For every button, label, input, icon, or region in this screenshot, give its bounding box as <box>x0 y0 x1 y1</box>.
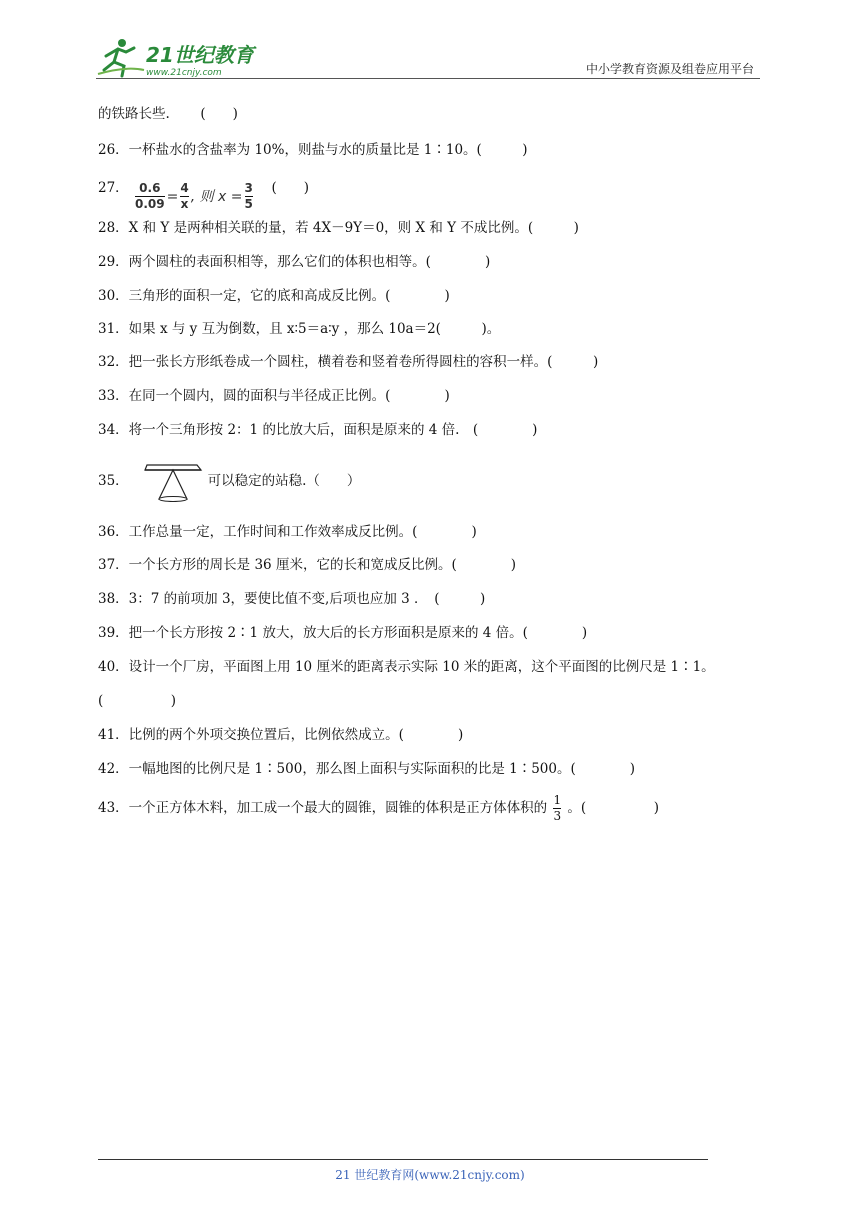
question-39: 39．把一个长方形按 2∶1 放大，放大后的长方形面积是原来的 4 倍。( ) <box>98 625 588 641</box>
svg-text:21世纪教育: 21世纪教育 <box>146 43 254 67</box>
footer-link[interactable]: 21 世纪教育网(www.21cnjy.com) <box>335 1168 525 1182</box>
question-32: 32．把一张长方形纸卷成一个圆柱，横着卷和竖着卷所得圆柱的容积一样。( ) <box>98 354 599 370</box>
tabletop-cone-figure-icon <box>143 461 203 503</box>
question-40-paren: ( ) <box>98 693 177 709</box>
logo <box>96 36 266 80</box>
question-27: 27． $\frac{0.6}{0.09}$ = $\frac{4}{x}$ , 则 x = $\frac{3}{5}$ ( ) <box>98 180 310 211</box>
question-42: 42．一幅地图的比例尺是 1∶500，那么图上面积与实际面积的比是 1∶500。( ) <box>98 761 636 777</box>
question-33: 33．在同一个圆内，圆的面积与半径成正比例。( ) <box>98 388 450 404</box>
fraction: $\frac{4}{x}$ <box>180 181 189 211</box>
question-36: 36．工作总量一定，工作时间和工作效率成反比例。( ) <box>98 524 477 540</box>
platform-name: 中小学教育资源及组卷应用平台 <box>585 62 754 76</box>
runner-logo-icon <box>96 36 266 80</box>
question-34: 34．将一个三角形按 2：1 的比放大后，面积是原来的 4 倍. ( ) <box>98 422 538 438</box>
question-30: 30．三角形的面积一定，它的底和高成反比例。( ) <box>98 288 450 304</box>
svg-text:www.21cnjy.com: www.21cnjy.com <box>146 68 222 78</box>
question-38: 38．3：7 的前项加 3，要使比值不变,后项也应加 3 ． ( ) <box>98 591 486 607</box>
question-31: 31．如果 x 与 y 互为倒数，且 x∶5＝a∶y ，那么 10a＝2( )。 <box>98 321 501 337</box>
question-41: 41．比例的两个外项交换位置后，比例依然成立。( ) <box>98 727 464 743</box>
equation-image: $\frac{0.6}{0.09}$ = $\frac{4}{x}$ , 则 x = $\frac{3}{5}$ <box>134 181 253 211</box>
question-28: 28．X 和 Y 是两种相关联的量，若 4X－9Y＝0，则 X 和 Y 不成比例。( ) <box>98 220 579 236</box>
question-26: 26．一杯盐水的含盐率为 10%，则盐与水的质量比是 1∶10。( ) <box>98 142 528 158</box>
question-25-tail: 的铁路长些. ( ) <box>98 106 238 122</box>
question-43: 43．一个正方体木料，加工成一个最大的圆锥，圆锥的体积是正方体体积的 $\frac{1}{3}$ 。( ) <box>98 793 659 823</box>
fraction: $\frac{3}{5}$ <box>244 181 253 211</box>
question-29: 29．两个圆柱的表面积相等，那么它们的体积也相等。( ) <box>98 254 491 270</box>
question-40: 40．设计一个厂房，平面图上用 10 厘米的距离表示实际 10 米的距离，这个平面图的比例尺是 1∶1。 <box>98 659 715 675</box>
question-37: 37．一个长方形的周长是 36 厘米，它的长和宽成反比例。( ) <box>98 557 516 573</box>
page-header <box>0 0 860 90</box>
header-divider <box>96 78 760 79</box>
fraction-one-third: $\frac{1}{3}$ <box>553 793 562 823</box>
footer-divider <box>98 1159 708 1160</box>
fraction: $\frac{0.6}{0.09}$ <box>134 181 165 211</box>
question-35: 35． 可以稳定的站稳.（ ） <box>98 458 360 504</box>
